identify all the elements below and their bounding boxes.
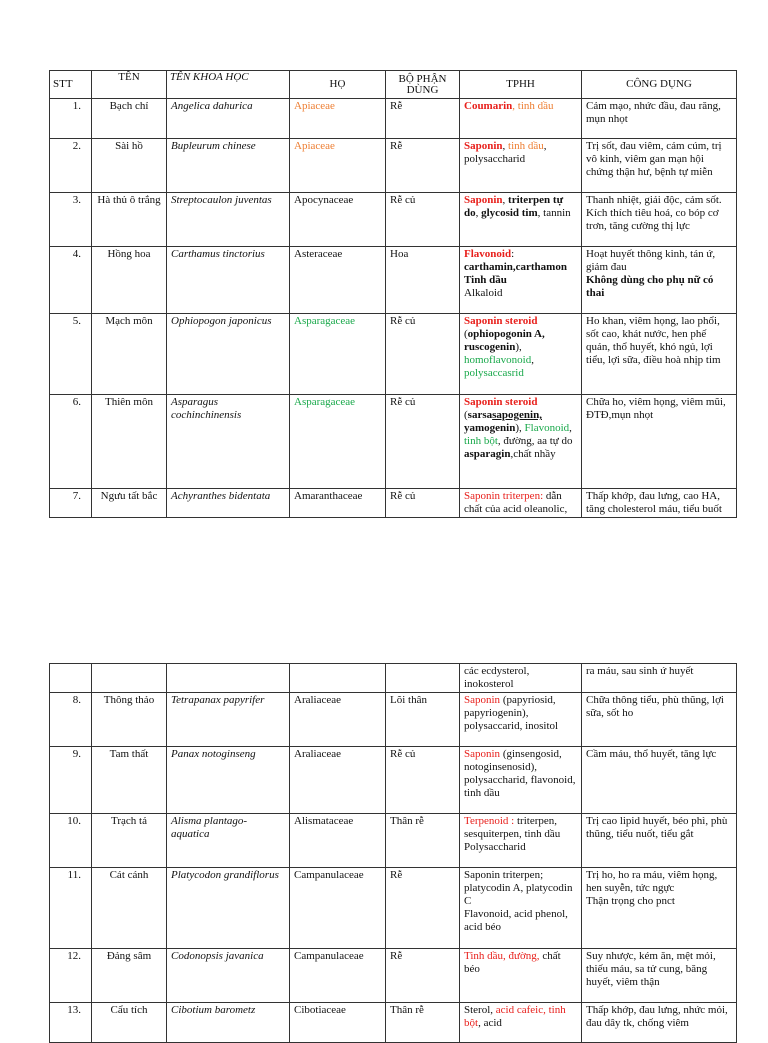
constituents-cell-text: ,	[569, 422, 572, 434]
name-cell: Ngưu tất bắc	[92, 489, 167, 518]
constituents-cell-line	[464, 248, 577, 261]
uses-cell-text: Trị sốt, đau viêm, cảm cúm, trị vô kinh, viêm gan mạn hội chứng thận hư, bệnh tự miễn	[586, 140, 722, 178]
scientific-name-cell	[167, 664, 290, 693]
table-row	[50, 99, 737, 139]
constituents-cell-text: , acid	[478, 1017, 502, 1029]
table-row	[50, 693, 737, 747]
uses-cell-line	[586, 140, 732, 179]
table-row	[50, 247, 737, 314]
constituents-cell-text: glycosid tim	[481, 207, 538, 219]
name-cell: Sài hồ	[92, 139, 167, 193]
constituents-cell-text: ophiopogonin A, ruscogenin	[464, 328, 545, 353]
table-row	[50, 949, 737, 1003]
uses-cell-line	[586, 869, 732, 895]
constituents-cell-line	[464, 748, 577, 800]
header-ten-khoa-hoc: TÊN KHOA HỌC	[167, 71, 290, 99]
uses-cell-text: Thấp khớp, đau lưng, cao HA, tăng cholesterol máu, tiểu buốt	[586, 490, 722, 515]
constituents-cell-line	[464, 140, 577, 166]
scientific-name-cell: Platycodon grandiflorus	[167, 868, 290, 949]
part-used-cell: Hoa	[386, 247, 460, 314]
table-row	[50, 814, 737, 868]
constituents-cell-line	[464, 409, 577, 461]
table-row	[50, 664, 737, 693]
constituents-cell-text: yamogenin	[464, 422, 516, 434]
constituents-cell-text: Saponin triterpen:	[464, 490, 544, 502]
family-cell: Araliaceae	[290, 747, 386, 814]
constituents-cell-line	[464, 396, 577, 409]
constituents-cell	[460, 139, 582, 193]
constituents-cell-text: (ginsengosid, notoginsenosid), polysaccharid, flavonoid, tinh dầu	[464, 748, 576, 799]
constituents-cell	[460, 664, 582, 693]
constituents-cell-text: các ecdysterol, inokosterol	[464, 665, 530, 690]
name-cell: Mạch môn	[92, 314, 167, 395]
uses-cell-text: Ho khan, viêm họng, lao phổi, sốt cao, khát nước, hen phế quản, thổ huyết, khó ngủ, lợi tiểu, lợi sữa, điều hoà nhịp tim	[586, 315, 721, 366]
constituents-cell-line	[464, 490, 577, 516]
constituents-cell-text: dẫn chất của acid oleanolic,	[464, 490, 568, 515]
uses-cell	[582, 193, 737, 247]
uses-cell-text: Thấp khớp, đau lưng, nhức mỏi, đau dây tk, chống viêm	[586, 1004, 728, 1029]
constituents-cell-text: homoflavonoid	[464, 354, 532, 366]
constituents-cell-text: , tinh dầu	[512, 100, 554, 112]
constituents-cell-text: ,	[502, 140, 509, 152]
uses-cell	[582, 489, 737, 518]
part-used-cell: Rễ củ	[386, 747, 460, 814]
uses-cell-text: Thanh nhiệt, giải độc, cảm sốt. Kích thích tiêu hoá, co bóp cơ trơn, tăng cường thị lực	[586, 194, 722, 232]
family-cell: Apocynaceae	[290, 193, 386, 247]
part-used-cell: Rễ củ	[386, 193, 460, 247]
scientific-name-cell: Achyranthes bidentata	[167, 489, 290, 518]
part-used-cell	[386, 664, 460, 693]
uses-cell-line	[586, 665, 732, 678]
stt-cell: 6.	[50, 395, 92, 489]
header-ho: HỌ	[290, 71, 386, 99]
constituents-cell-text: Saponin triterpen; platycodin A, platycodin C	[464, 869, 573, 907]
constituents-cell-text: (	[464, 409, 468, 421]
constituents-cell-text: sapogenin,	[492, 409, 542, 421]
family-cell: Apiaceae	[290, 139, 386, 193]
constituents-cell	[460, 1003, 582, 1043]
constituents-cell	[460, 747, 582, 814]
stt-cell	[50, 664, 92, 693]
header-stt: STT	[50, 71, 92, 99]
constituents-cell	[460, 395, 582, 489]
part-used-cell: Rễ	[386, 868, 460, 949]
name-cell: Thiên môn	[92, 395, 167, 489]
stt-cell: 10.	[50, 814, 92, 868]
constituents-cell-text: sarsa	[467, 409, 493, 421]
header-ten: TÊN	[92, 71, 167, 99]
constituents-cell-text: (	[464, 328, 468, 340]
uses-cell-line	[586, 895, 732, 908]
family-cell: Amaranthaceae	[290, 489, 386, 518]
uses-cell	[582, 139, 737, 193]
constituents-cell	[460, 193, 582, 247]
stt-cell: 8.	[50, 693, 92, 747]
stt-cell: 2.	[50, 139, 92, 193]
part-used-cell: Thân rễ	[386, 1003, 460, 1043]
uses-cell-line	[586, 274, 732, 300]
uses-cell	[582, 868, 737, 949]
uses-cell-line	[586, 248, 732, 274]
constituents-cell-text: Flavonoid, acid phenol, acid béo	[464, 908, 568, 933]
name-cell: Tam thất	[92, 747, 167, 814]
constituents-cell-line	[464, 694, 577, 733]
family-cell: Campanulaceae	[290, 949, 386, 1003]
header-row	[50, 71, 737, 99]
uses-cell-line	[586, 315, 732, 367]
constituents-cell-text: Flavonoid	[524, 422, 570, 434]
constituents-cell-text: , đường, aa tự do	[497, 435, 573, 447]
uses-cell-text: Trị cao lipid huyết, béo phì, phù thũng, tiểu nuốt, tiểu gắt	[586, 815, 728, 840]
name-cell: Trạch tả	[92, 814, 167, 868]
name-cell: Cát cánh	[92, 868, 167, 949]
constituents-cell-text: Tinh dầu	[464, 274, 507, 286]
constituents-cell-text: Saponin	[464, 694, 501, 706]
scientific-name-cell: Alisma plantago-aquatica	[167, 814, 290, 868]
uses-cell-text: Chữa ho, viêm họng, viêm mũi, ĐTĐ,mụn nhọt	[586, 396, 726, 421]
uses-cell-line	[586, 694, 732, 720]
uses-cell-text: ra máu, sau sinh ứ huyết	[586, 665, 694, 677]
constituents-cell	[460, 489, 582, 518]
uses-cell	[582, 693, 737, 747]
uses-cell-line	[586, 1004, 732, 1030]
header-bo-phan-dung: BỘ PHẬN DÙNG	[386, 71, 460, 99]
uses-cell-line	[586, 950, 732, 989]
constituents-cell-text: Terpenoid :	[464, 815, 515, 827]
table-body-2	[50, 664, 737, 1043]
constituents-cell-line	[464, 274, 577, 287]
constituents-cell-line	[464, 869, 577, 908]
uses-cell-line	[586, 815, 732, 841]
family-cell: Campanulaceae	[290, 868, 386, 949]
family-cell: Asparagaceae	[290, 395, 386, 489]
constituents-cell-text: Flavonoid	[464, 248, 512, 260]
constituents-cell-text: Saponin	[464, 140, 503, 152]
scientific-name-cell: Panax notoginseng	[167, 747, 290, 814]
constituents-cell-text: tinh bột	[464, 435, 498, 447]
scientific-name-cell: Carthamus tinctorius	[167, 247, 290, 314]
stt-cell: 5.	[50, 314, 92, 395]
name-cell: Hà thủ ô trắng	[92, 193, 167, 247]
constituents-cell-line	[464, 328, 577, 380]
uses-cell-text: Cảm mạo, nhức đầu, đau răng, mụn nhọt	[586, 100, 721, 125]
scientific-name-cell: Streptocaulon juventas	[167, 193, 290, 247]
stt-cell: 1.	[50, 99, 92, 139]
constituents-cell-text: ,	[531, 354, 534, 366]
scientific-name-cell: Cibotium barometz	[167, 1003, 290, 1043]
constituents-cell-line	[464, 261, 577, 274]
table-row	[50, 489, 737, 518]
constituents-cell-text: carthamin,carthamon	[464, 261, 567, 273]
uses-cell-text: Thận trọng cho pnct	[586, 895, 675, 907]
uses-cell	[582, 814, 737, 868]
constituents-cell-text: ),	[515, 341, 522, 353]
constituents-cell-text: Tinh dầu, đường,	[464, 950, 540, 962]
uses-cell	[582, 949, 737, 1003]
constituents-cell-text: :	[511, 248, 515, 260]
family-cell: Apiaceae	[290, 99, 386, 139]
family-cell: Araliaceae	[290, 693, 386, 747]
constituents-cell-text: , polysaccharid	[464, 140, 547, 165]
uses-cell-line	[586, 748, 732, 761]
table-row	[50, 1003, 737, 1043]
table-row	[50, 747, 737, 814]
name-cell: Hồng hoa	[92, 247, 167, 314]
part-used-cell: Rễ củ	[386, 314, 460, 395]
constituents-cell-line	[464, 315, 577, 328]
scientific-name-cell: Angelica dahurica	[167, 99, 290, 139]
stt-cell: 4.	[50, 247, 92, 314]
constituents-cell	[460, 693, 582, 747]
constituents-cell-text: (papyriosid, papyriogenin), polysaccarid, inositol	[464, 694, 559, 732]
constituents-cell-text: Saponin	[464, 748, 501, 760]
constituents-cell	[460, 814, 582, 868]
part-used-cell: Rễ củ	[386, 489, 460, 518]
constituents-cell	[460, 868, 582, 949]
uses-cell-text: Không dùng cho phụ nữ có thai	[586, 274, 714, 299]
uses-cell-text: Trị ho, ho ra máu, viêm họng, hen suyễn, tức ngực	[586, 869, 718, 894]
name-cell	[92, 664, 167, 693]
constituents-cell	[460, 949, 582, 1003]
scientific-name-cell: Codonopsis javanica	[167, 949, 290, 1003]
constituents-cell-text: asparagin	[464, 448, 511, 460]
family-cell: Asparagaceae	[290, 314, 386, 395]
uses-cell-text: Suy nhược, kém ăn, mệt mỏi, thiếu máu, sa tử cung, băng huyết, viêm thận	[586, 950, 716, 988]
name-cell: Thông thảo	[92, 693, 167, 747]
constituents-cell-text: Saponin steroid	[464, 396, 538, 408]
constituents-cell-line	[464, 100, 577, 113]
constituents-cell-text: Saponin steroid	[464, 315, 538, 327]
constituents-cell-line	[464, 908, 577, 934]
family-cell	[290, 664, 386, 693]
uses-cell-line	[586, 194, 732, 233]
constituents-cell-text: Coumarin	[464, 100, 513, 112]
constituents-cell-text: ,	[502, 194, 509, 206]
part-used-cell: Lõi thân	[386, 693, 460, 747]
scientific-name-cell: Tetrapanax papyrifer	[167, 693, 290, 747]
constituents-cell-text: ,chất nhầy	[510, 448, 556, 460]
uses-cell	[582, 395, 737, 489]
constituents-cell	[460, 99, 582, 139]
uses-cell	[582, 664, 737, 693]
constituents-cell-text: polysaccasrid	[464, 367, 524, 379]
table-row	[50, 395, 737, 489]
scientific-name-cell: Bupleurum chinese	[167, 139, 290, 193]
constituents-cell-text: ),	[515, 422, 525, 434]
drug-table-part-2	[49, 663, 737, 1043]
table-row	[50, 193, 737, 247]
constituents-cell	[460, 314, 582, 395]
table-body-1	[50, 99, 737, 518]
stt-cell: 11.	[50, 868, 92, 949]
part-used-cell: Rễ	[386, 949, 460, 1003]
constituents-cell-text: Sterol,	[464, 1004, 496, 1016]
uses-cell-text: Cầm máu, thổ huyết, tăng lực	[586, 748, 717, 760]
uses-cell-text: Hoạt huyết thông kinh, tán ứ, giảm đau	[586, 248, 716, 273]
name-cell: Bạch chỉ	[92, 99, 167, 139]
stt-cell: 13.	[50, 1003, 92, 1043]
header-tphh: TPHH	[460, 71, 582, 99]
uses-cell	[582, 314, 737, 395]
family-cell: Cibotiaceae	[290, 1003, 386, 1043]
constituents-cell-text: triterpen, sesquiterpen, tinh dầu Polysaccharid	[464, 815, 561, 853]
scientific-name-cell: Ophiopogon japonicus	[167, 314, 290, 395]
uses-cell	[582, 747, 737, 814]
uses-cell	[582, 99, 737, 139]
constituents-cell-line	[464, 1004, 577, 1030]
constituents-cell-line	[464, 665, 577, 691]
constituents-cell	[460, 247, 582, 314]
uses-cell-line	[586, 100, 732, 126]
drug-table-part-1	[49, 70, 737, 518]
part-used-cell: Rễ	[386, 99, 460, 139]
stt-cell: 3.	[50, 193, 92, 247]
name-cell: Cẩu tích	[92, 1003, 167, 1043]
stt-cell: 12.	[50, 949, 92, 1003]
table-row	[50, 868, 737, 949]
constituents-cell-line	[464, 950, 577, 976]
part-used-cell: Rễ	[386, 139, 460, 193]
constituents-cell-text: Alkaloid	[464, 287, 503, 299]
table-row	[50, 314, 737, 395]
scientific-name-cell: Asparagus cochinchinensis	[167, 395, 290, 489]
header-cong-dung: CÔNG DỤNG	[582, 71, 737, 99]
uses-cell	[582, 247, 737, 314]
constituents-cell-line	[464, 194, 577, 220]
family-cell: Alismataceae	[290, 814, 386, 868]
constituents-cell-text: acid cafeic, tinh bột	[464, 1004, 566, 1029]
uses-cell	[582, 1003, 737, 1043]
constituents-cell-text: tinh dầu	[508, 140, 544, 152]
uses-cell-line	[586, 490, 732, 516]
uses-cell-text: Chữa thông tiểu, phù thũng, lợi sữa, sốt ho	[586, 694, 724, 719]
constituents-cell-line	[464, 815, 577, 854]
constituents-cell-text: chất béo	[464, 950, 561, 975]
stt-cell: 7.	[50, 489, 92, 518]
constituents-cell-text: Saponin	[464, 194, 503, 206]
constituents-cell-text: triterpen tự do	[464, 194, 564, 219]
part-used-cell: Rễ củ	[386, 395, 460, 489]
constituents-cell-line	[464, 287, 577, 300]
family-cell: Asteraceae	[290, 247, 386, 314]
part-used-cell: Thân rễ	[386, 814, 460, 868]
name-cell: Đảng sâm	[92, 949, 167, 1003]
constituents-cell-text: , tannin	[537, 207, 571, 219]
constituents-cell-text: ,	[475, 207, 482, 219]
uses-cell-line	[586, 396, 732, 422]
stt-cell: 9.	[50, 747, 92, 814]
table-row	[50, 139, 737, 193]
